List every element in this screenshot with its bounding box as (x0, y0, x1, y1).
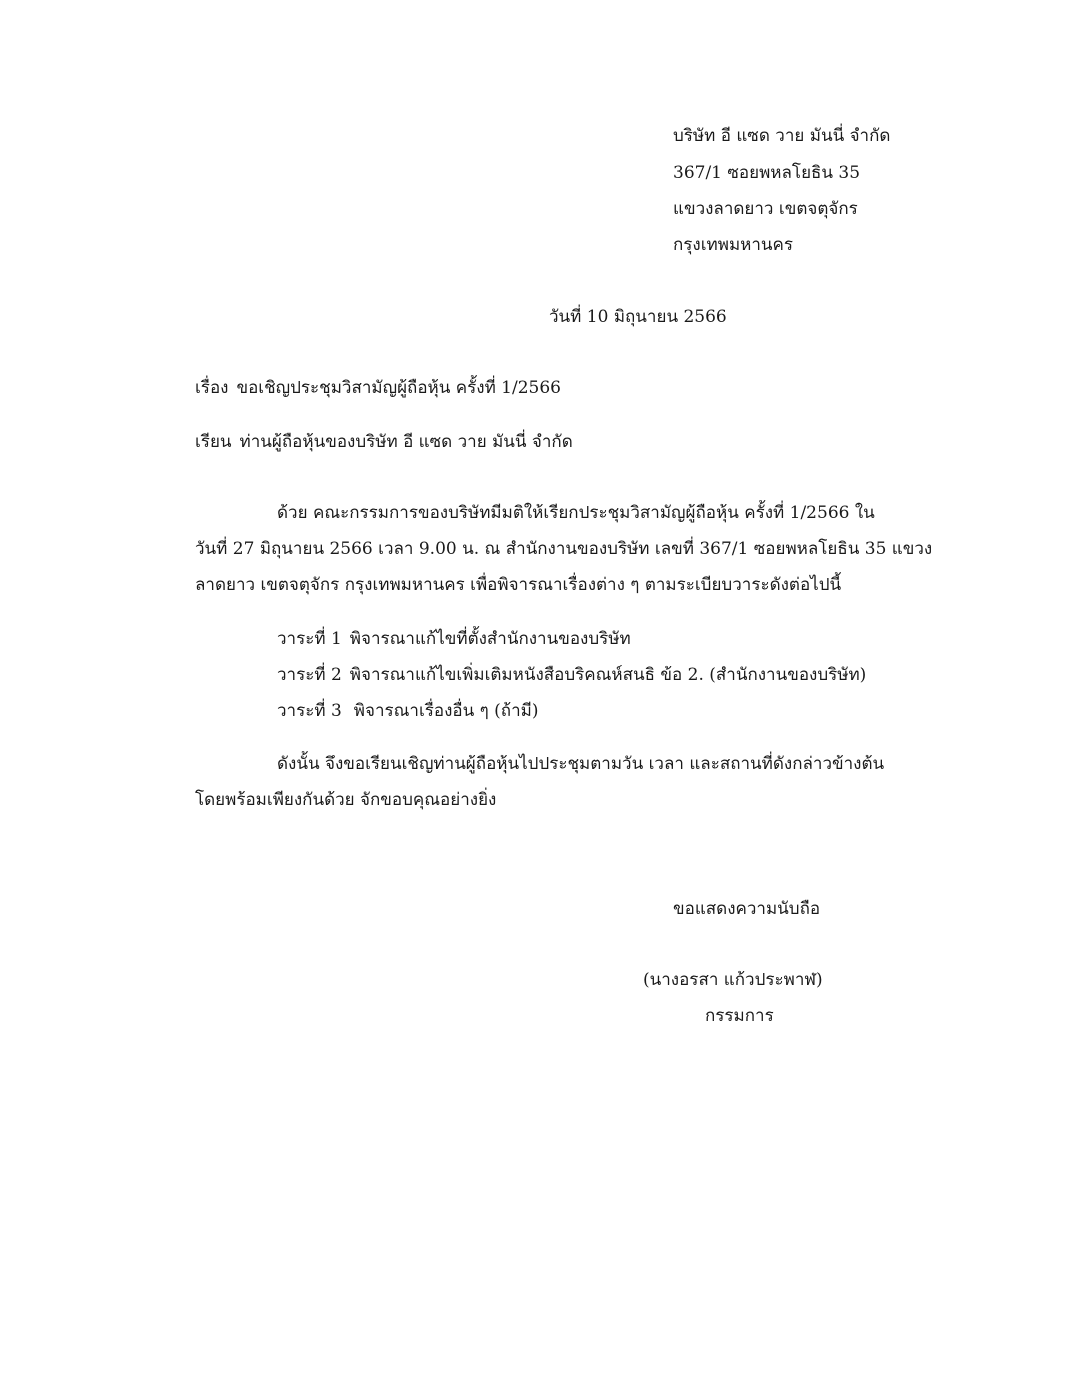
paragraph2-line2: โดยพร้อมเพียงกันด้วย จักขอบคุณอย่างยิ่ง (195, 790, 497, 810)
paragraph1-line1: ด้วย คณะกรรมการของบริษัทมีมติให้เรียกประชุมวิสามัญผู้ถือหุ้น ครั้งที่ 1/2566 ใน (277, 503, 875, 523)
sender-address-line2: แขวงลาดยาว เขตจตุจักร (673, 199, 858, 219)
agenda-label: วาระที่ 1 (277, 629, 342, 649)
sender-company: บริษัท อี แซด วาย มันนี่ จำกัด (673, 126, 891, 146)
paragraph1-line3: ลาดยาว เขตจตุจักร กรุงเทพมหานคร เพื่อพิจารณาเรื่องต่าง ๆ ตามระเบียบวาระดังต่อไปนี้ (195, 575, 842, 595)
signer-name: (นางอรสา แก้วประพาฬ) (643, 970, 823, 990)
subject-line (195, 380, 561, 397)
agenda-text: พิจารณาเรื่องอื่น ๆ (ถ้ามี) (353, 701, 539, 721)
paragraph2-line1: ดังนั้น จึงขอเรียนเชิญท่านผู้ถือหุ้นไปประชุมตามวัน เวลา และสถานที่ดังกล่าวข้างต้น (277, 754, 885, 774)
agenda-item (277, 703, 538, 720)
subject-label: เรื่อง (195, 378, 229, 398)
letter-date: วันที่ 10 มิถุนายน 2566 (549, 307, 727, 327)
sender-address-line1: 367/1 ซอยพหลโยธิน 35 (673, 163, 861, 183)
agenda-item (277, 667, 866, 684)
agenda-text: พิจารณาแก้ไขเพิ่มเติมหนังสือบริคณห์สนธิ ข้อ 2. (สำนักงานของบริษัท) (349, 665, 867, 685)
closing-salutation: ขอแสดงความนับถือ (673, 899, 821, 919)
recipient-text: ท่านผู้ถือหุ้นของบริษัท อี แซด วาย มันนี่ จำกัด (239, 432, 573, 452)
agenda-label: วาระที่ 2 (277, 665, 342, 685)
signer-title: กรรมการ (705, 1006, 774, 1026)
subject-text: ขอเชิญประชุมวิสามัญผู้ถือหุ้น ครั้งที่ 1/2566 (236, 378, 561, 398)
paragraph1-line2: วันที่ 27 มิถุนายน 2566 เวลา 9.00 น. ณ สำนักงานของบริษัท เลขที่ 367/1 ซอยพหลโยธิน 35 แขวง (195, 539, 933, 559)
sender-address-line3: กรุงเทพมหานคร (673, 235, 794, 255)
agenda-label: วาระที่ 3 (277, 701, 342, 721)
recipient-line (195, 434, 573, 451)
agenda-text: พิจารณาแก้ไขที่ตั้งสำนักงานของบริษัท (349, 629, 631, 649)
recipient-label: เรียน (195, 432, 232, 452)
agenda-item (277, 631, 631, 648)
